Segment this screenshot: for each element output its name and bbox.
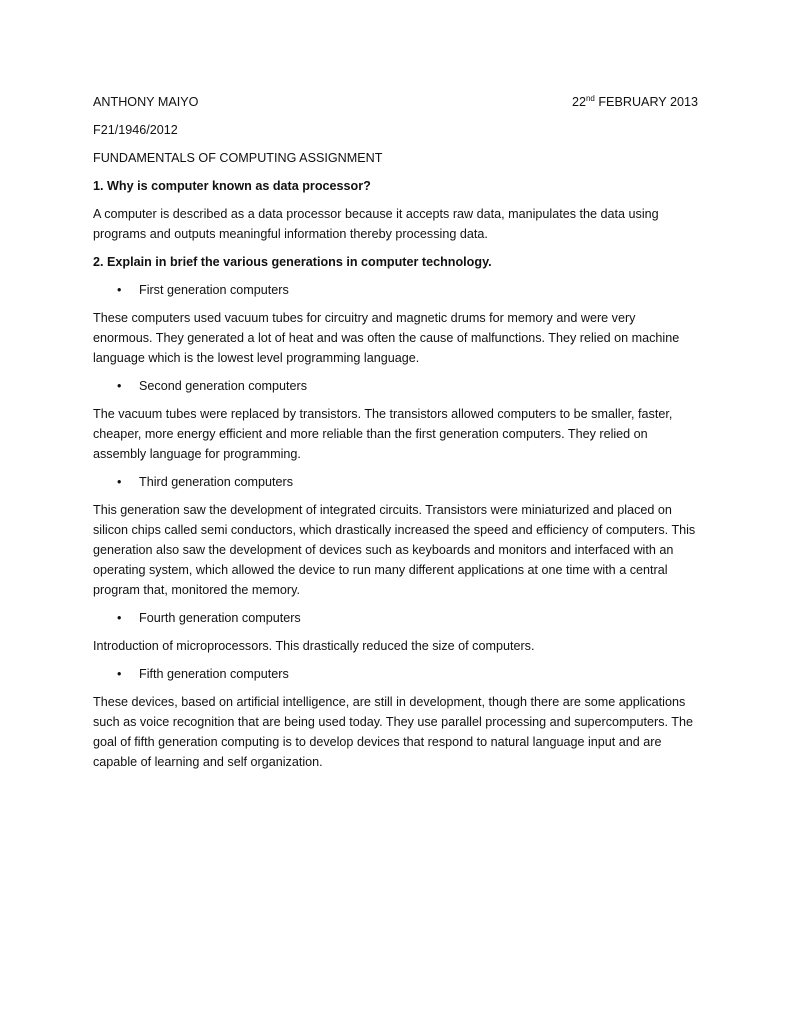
date-month-year: FEBRUARY 2013	[594, 95, 698, 109]
generation-title: Second generation computers	[139, 379, 308, 393]
generation-title: Third generation computers	[139, 475, 294, 489]
document-page	[93, 92, 698, 780]
generation-text-fifth: These devices, based on artificial intelligence, are still in development, though there are some applications such as voice recognition that are being used today. They use parallel processing and supercomputers. The goal of fifth generation computing is to develop devices that respond to natural language input and are capable of learning and self organization.	[93, 695, 693, 769]
bullet-icon: •	[117, 667, 122, 681]
bullet-icon: •	[117, 611, 122, 625]
course-title: FUNDAMENTALS OF COMPUTING ASSIGNMENT	[93, 151, 383, 165]
generation-title: Fourth generation computers	[139, 611, 301, 625]
generation-title: First generation computers	[139, 283, 289, 297]
question-1: 1. Why is computer known as data processor?	[93, 179, 371, 193]
bullet-icon: •	[117, 475, 122, 489]
bullet-fourth-generation	[93, 608, 698, 628]
question-2: 2. Explain in brief the various generations in computer technology.	[93, 255, 492, 269]
bullet-third-generation	[93, 472, 698, 492]
date-day: 22	[571, 95, 586, 109]
bullet-fifth-generation	[93, 664, 698, 684]
generation-text-first: These computers used vacuum tubes for circuitry and magnetic drums for memory and were very enormous. They generated a lot of heat and was often the cause of malfunctions. They relied on machine language which is the lowest level programming language.	[93, 311, 680, 365]
bullet-first-generation	[93, 280, 698, 300]
author-name: ANTHONY MAIYO	[93, 95, 199, 109]
bullet-icon: •	[117, 379, 122, 393]
generation-title: Fifth generation computers	[139, 667, 289, 681]
date-suffix: nd	[585, 93, 595, 103]
generation-text-fourth: Introduction of microprocessors. This drastically reduced the size of computers.	[93, 639, 535, 653]
generation-text-third: This generation saw the development of integrated circuits. Transistors were miniaturized and placed on silicon chips called semi conductors, which drastically increased the speed and efficiency of computers. This generation also saw the development of devices such as keyboards and monitors and interfaced with an operating system, which allowed the device to run many different applications at one time with a central program that, monitored the memory.	[93, 503, 696, 597]
header-row	[93, 92, 698, 112]
bullet-icon: •	[117, 283, 122, 297]
answer-1: A computer is described as a data processor because it accepts raw data, manipulates the data using programs and outputs meaningful information thereby processing data.	[93, 207, 659, 241]
registration-number: F21/1946/2012	[93, 123, 178, 137]
bullet-second-generation	[93, 376, 698, 396]
generation-text-second: The vacuum tubes were replaced by transistors. The transistors allowed computers to be smaller, faster, cheaper, more energy efficient and more reliable than the first generation computers. They relied on assembly language for programming.	[93, 407, 673, 461]
document-date	[572, 92, 698, 112]
